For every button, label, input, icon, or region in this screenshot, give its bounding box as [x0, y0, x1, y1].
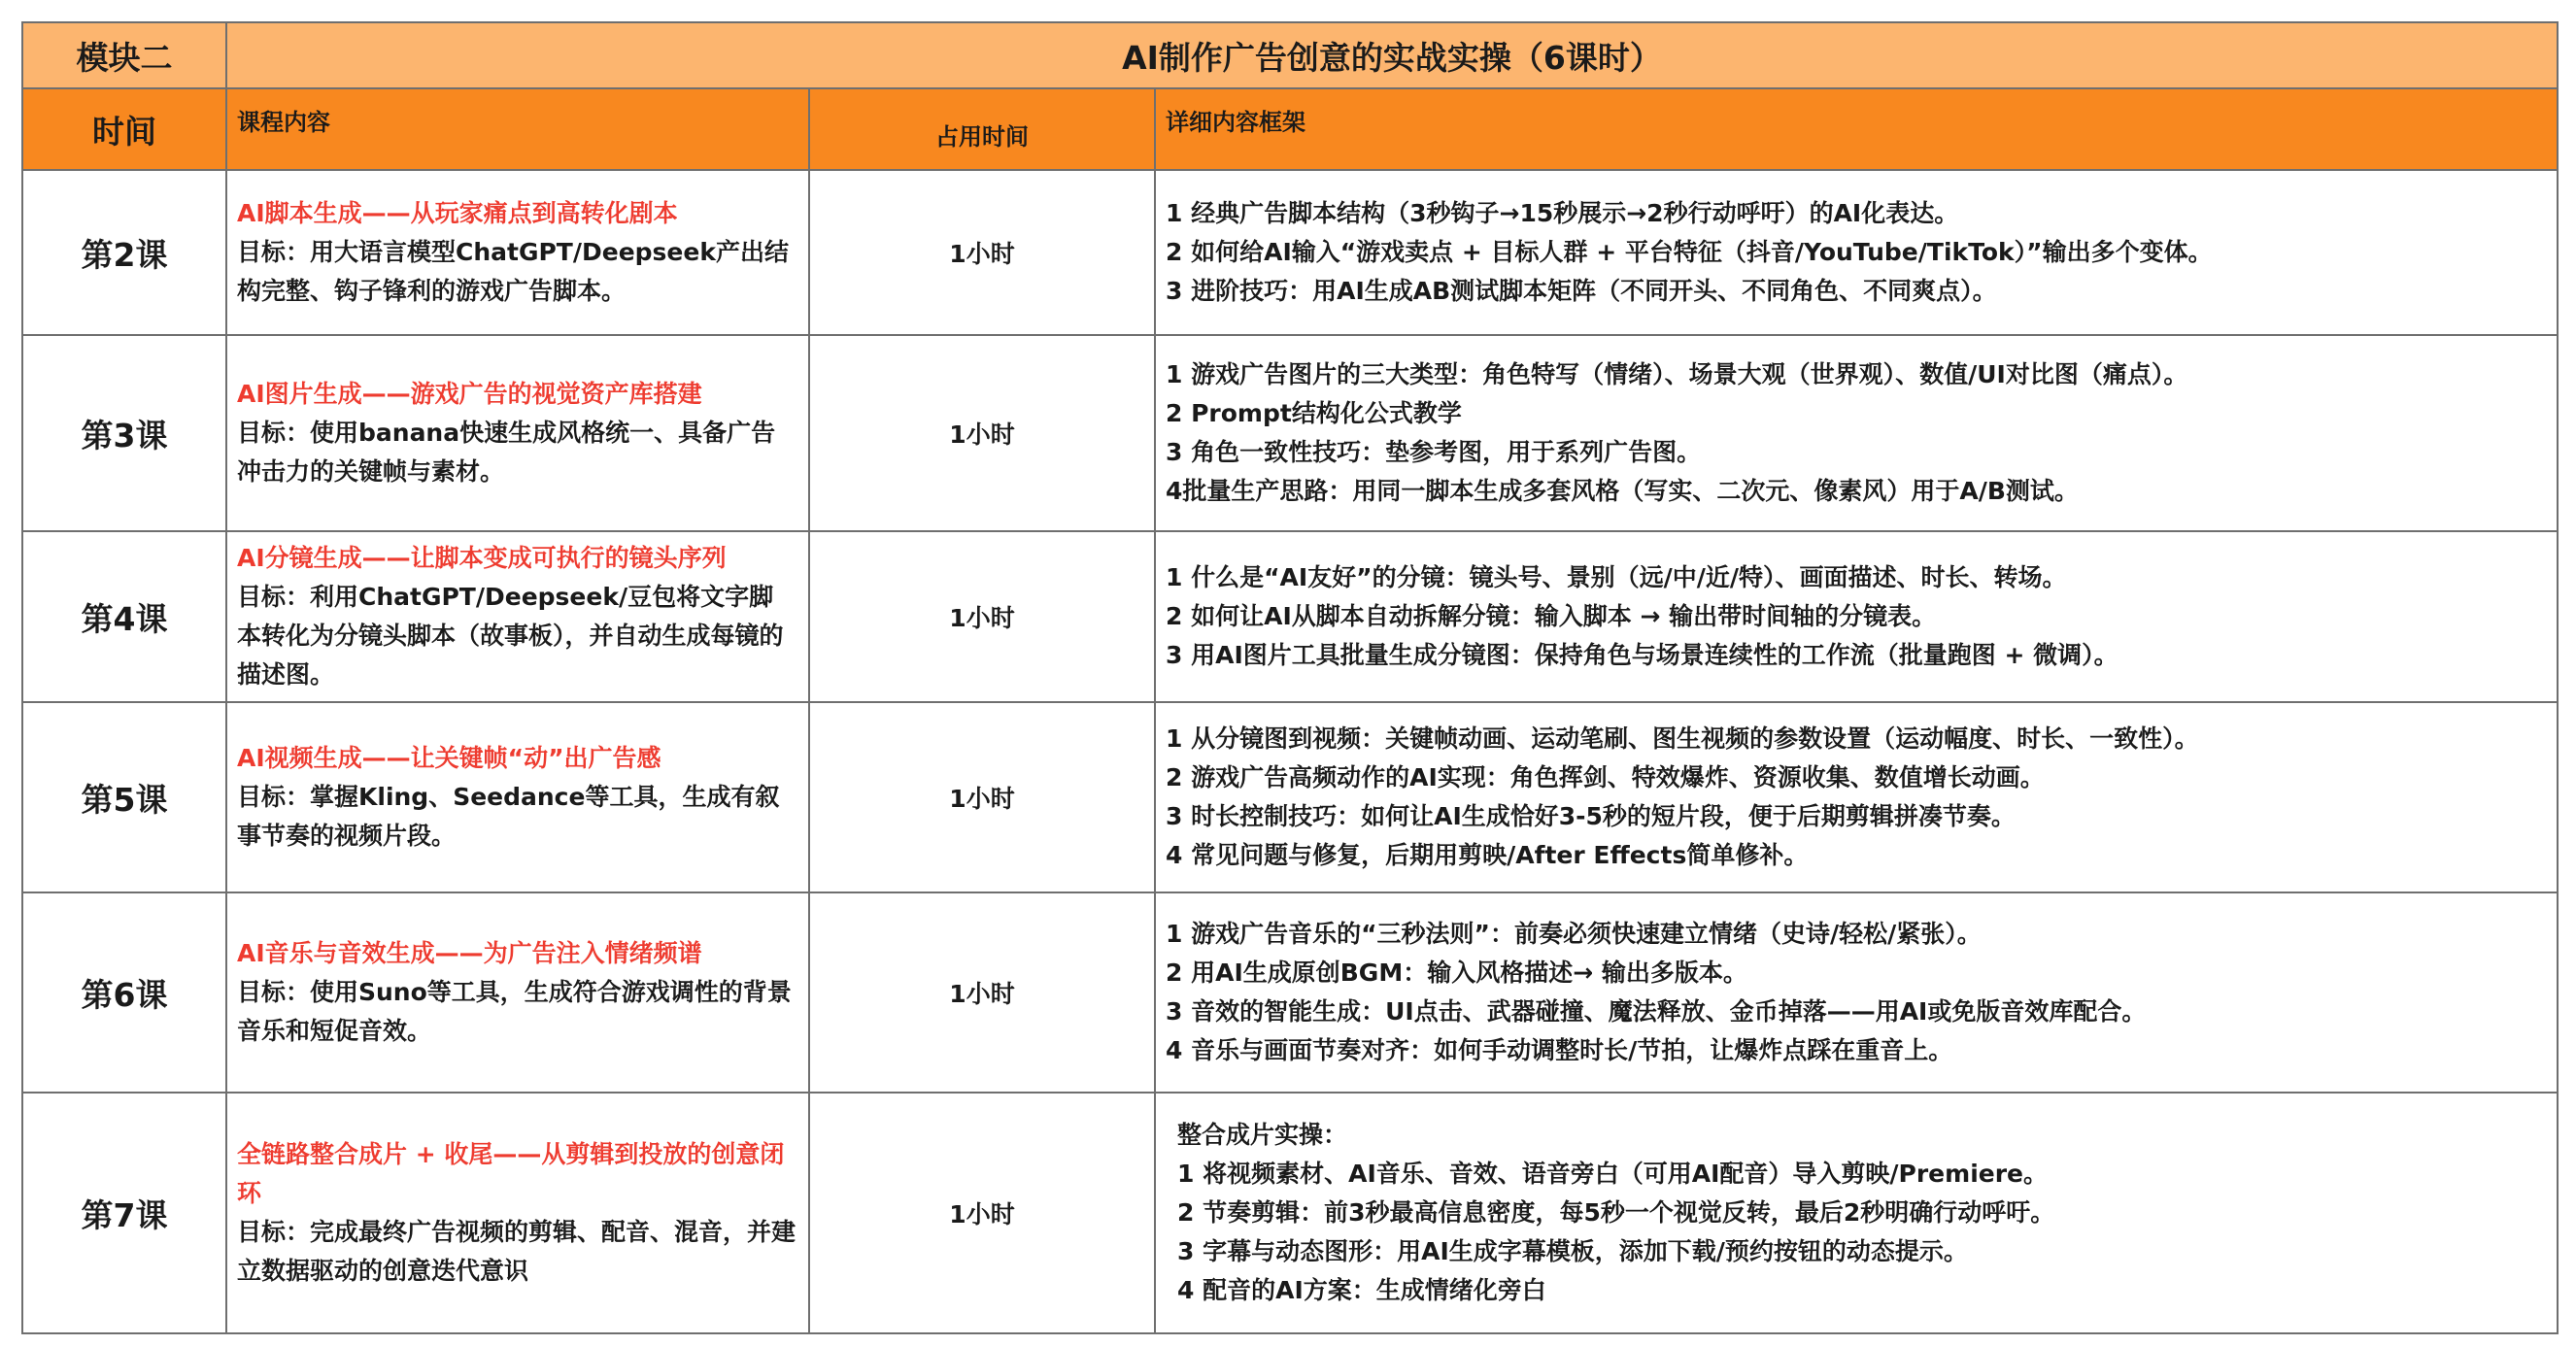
detail-line: 4 常见问题与修复，后期用剪映/After Effects简单修补。	[1166, 841, 1809, 869]
lesson-name: 第6课	[22, 892, 226, 1093]
lesson-goal: 目标：使用Suno等工具，生成符合游戏调性的背景音乐和短促音效。	[237, 978, 792, 1045]
detail-line: 3 角色一致性技巧：垫参考图，用于系列广告图。	[1166, 438, 1702, 466]
detail-line: 3 用AI图片工具批量生成分镜图：保持角色与场景连续性的工作流（批量跑图 + 微调）。	[1166, 641, 2118, 669]
detail-line: 4 配音的AI方案：生成情绪化旁白	[1177, 1276, 1546, 1304]
header-row	[22, 88, 2558, 170]
lesson-goal: 目标：用大语言模型ChatGPT/Deepseek产出结构完整、钩子锋利的游戏广告脚本。	[237, 238, 789, 305]
lesson-detail	[1155, 702, 2558, 892]
detail-line: 2 Prompt结构化公式教学	[1166, 399, 1462, 427]
lesson-title: AI脚本生成——从玩家痛点到高转化剧本	[237, 199, 678, 227]
table-row	[22, 892, 2558, 1093]
detail-line: 3 音效的智能生成：UI点击、武器碰撞、魔法释放、金币掉落——用AI或免版音效库配合。	[1166, 997, 2147, 1026]
lesson-goal: 目标：使用banana快速生成风格统一、具备广告冲击力的关键帧与素材。	[237, 419, 776, 486]
table-row	[22, 170, 2558, 335]
lesson-name: 第7课	[22, 1093, 226, 1333]
detail-line: 整合成片实操：	[1177, 1121, 1348, 1149]
lesson-duration: 1小时	[809, 892, 1155, 1093]
table-row	[22, 335, 2558, 531]
table-title: AI制作广告创意的实战实操（6课时）	[226, 22, 2558, 88]
header-duration: 占用时间	[809, 88, 1155, 170]
table-row	[22, 531, 2558, 702]
lesson-duration: 1小时	[809, 1093, 1155, 1333]
table-row	[22, 702, 2558, 892]
lesson-content	[226, 702, 809, 892]
detail-line: 1 游戏广告音乐的“三秒法则”：前奏必须快速建立情绪（史诗/轻松/紧张）。	[1166, 920, 1982, 948]
detail-line: 1 什么是“AI友好”的分镜：镜头号、景别（远/中/近/特）、画面描述、时长、转场。	[1166, 563, 2067, 591]
detail-line: 1 游戏广告图片的三大类型：角色特写（情绪）、场景大观（世界观）、数值/UI对比图（痛点）。	[1166, 360, 2188, 388]
lesson-content	[226, 531, 809, 702]
lesson-title: AI视频生成——让关键帧“动”出广告感	[237, 744, 661, 772]
lesson-detail	[1155, 170, 2558, 335]
lesson-goal: 目标：完成最终广告视频的剪辑、配音、混音，并建立数据驱动的创意迭代意识	[237, 1218, 797, 1285]
lesson-goal: 目标：利用ChatGPT/Deepseek/豆包将文字脚本转化为分镜头脚本（故事板），并自动生成每镜的描述图。	[237, 583, 784, 689]
detail-line: 4 音乐与画面节奏对齐：如何手动调整时长/节拍，让爆炸点踩在重音上。	[1166, 1036, 1953, 1064]
lesson-duration: 1小时	[809, 170, 1155, 335]
lesson-duration: 1小时	[809, 531, 1155, 702]
lesson-detail	[1155, 1093, 2558, 1333]
detail-line: 1 经典广告脚本结构（3秒钩子→15秒展示→2秒行动呼吁）的AI化表达。	[1166, 199, 1959, 227]
detail-line: 3 字幕与动态图形：用AI生成字幕模板，添加下载/预约按钮的动态提示。	[1177, 1237, 1968, 1265]
detail-line: 2 如何让AI从脚本自动拆解分镜：输入脚本 → 输出带时间轴的分镜表。	[1166, 602, 1937, 630]
detail-line: 2 游戏广告高频动作的AI实现：角色挥剑、特效爆炸、资源收集、数值增长动画。	[1166, 763, 2045, 791]
lesson-content	[226, 892, 809, 1093]
detail-line: 2 用AI生成原创BGM：输入风格描述→ 输出多版本。	[1166, 959, 1747, 987]
detail-line: 1 将视频素材、AI音乐、音效、语音旁白（可用AI配音）导入剪映/Premiere。	[1177, 1160, 2048, 1188]
header-content: 课程内容	[226, 88, 809, 170]
detail-line: 2 节奏剪辑：前3秒最高信息密度，每5秒一个视觉反转，最后2秒明确行动呼吁。	[1177, 1198, 2055, 1227]
table-row	[22, 1093, 2558, 1333]
lesson-title: AI音乐与音效生成——为广告注入情绪频谱	[237, 939, 702, 967]
title-row	[22, 22, 2558, 88]
course-table	[21, 21, 2559, 1334]
module-label: 模块二	[22, 22, 226, 88]
lesson-detail	[1155, 531, 2558, 702]
lesson-content	[226, 1093, 809, 1333]
detail-line: 1 从分镜图到视频：关键帧动画、运动笔刷、图生视频的参数设置（运动幅度、时长、一致性）。	[1166, 724, 2199, 753]
detail-line: 3 时长控制技巧：如何让AI生成恰好3-5秒的短片段，便于后期剪辑拼凑节奏。	[1166, 802, 2016, 830]
lesson-duration: 1小时	[809, 335, 1155, 531]
lesson-content	[226, 170, 809, 335]
lesson-detail	[1155, 335, 2558, 531]
lesson-duration: 1小时	[809, 702, 1155, 892]
lesson-title: 全链路整合成片 + 收尾——从剪辑到投放的创意闭环	[237, 1140, 785, 1207]
detail-line: 3 进阶技巧：用AI生成AB测试脚本矩阵（不同开头、不同角色、不同爽点）。	[1166, 277, 1997, 305]
lesson-name: 第3课	[22, 335, 226, 531]
lesson-name: 第2课	[22, 170, 226, 335]
lesson-content	[226, 335, 809, 531]
header-detail: 详细内容框架	[1155, 88, 2558, 170]
lesson-title: AI分镜生成——让脚本变成可执行的镜头序列	[237, 544, 727, 572]
lesson-goal: 目标：掌握Kling、Seedance等工具，生成有叙事节奏的视频片段。	[237, 783, 780, 850]
lesson-detail	[1155, 892, 2558, 1093]
detail-line: 2 如何给AI输入“游戏卖点 + 目标人群 + 平台特征（抖音/YouTube/TikTok）”输出多个变体。	[1166, 238, 2213, 266]
lesson-name: 第4课	[22, 531, 226, 702]
lesson-title: AI图片生成——游戏广告的视觉资产库搭建	[237, 380, 702, 408]
header-time: 时间	[22, 88, 226, 170]
detail-line: 4批量生产思路：用同一脚本生成多套风格（写实、二次元、像素风）用于A/B测试。	[1166, 477, 2079, 505]
lesson-name: 第5课	[22, 702, 226, 892]
